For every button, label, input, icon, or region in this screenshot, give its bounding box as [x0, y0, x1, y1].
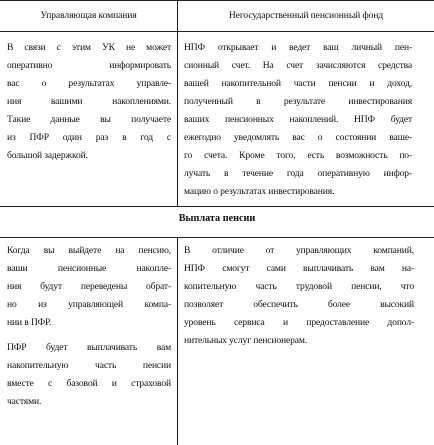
text-line: ния будут переведены обрат-: [7, 281, 171, 292]
text-line: вместе с базовой и страховой: [7, 378, 171, 389]
section-title-pension-payment: Выплата пенсии: [178, 213, 256, 224]
text-line: В связи с этим УК не может: [7, 42, 171, 53]
text-line: позволяет обеспечить более высокий: [184, 299, 414, 310]
table-rule-section-bottom: [0, 237, 434, 238]
header-management-company: Управляющая компания: [40, 10, 137, 21]
text-line: полученный в результате инвестирования: [184, 96, 412, 107]
column-divider-bottom: [177, 237, 178, 445]
table-rule-header: [0, 31, 434, 32]
text-line: вашей накопительной части пенсии и доход,: [184, 78, 412, 89]
text-line: ваши пенсионные накопле-: [7, 263, 171, 274]
text-line: вас о результатах управле-: [7, 78, 171, 89]
text-line: ния вашими накоплениями.: [7, 96, 171, 107]
text-line: лучать в течение года оперативную инфор-: [184, 168, 412, 179]
text-line: из ПФР один раз в год с: [7, 132, 171, 143]
text-line: ваших пенсионных накоплений. НПФ будет: [184, 114, 412, 125]
text-line: Когда вы выйдете на пенсию,: [7, 245, 171, 256]
text-line: нии в ПФР.: [7, 317, 52, 328]
text-line: накопительную часть пенсии: [7, 360, 171, 371]
text-line: частями.: [7, 396, 42, 407]
text-line: большой задержкой.: [7, 150, 88, 161]
text-line: уровень сервиса и предоставление допол-: [184, 317, 414, 328]
text-line: ПФР будет выплачивать вам: [7, 342, 171, 353]
text-line: НПФ открывает и ведет ваш личный пен-: [184, 42, 412, 53]
text-line: НПФ смогут сами выплачивать вам на-: [184, 263, 414, 274]
column-divider-top: [177, 0, 178, 206]
text-line: мацию о результатах инвестирования.: [184, 186, 335, 197]
text-line: ежегодно уведомлять вас о состоянии ваше-: [184, 132, 412, 143]
table-rule-section-top: [0, 206, 434, 207]
text-line: нительных услуг пенсионерам.: [184, 335, 308, 346]
text-line: копительную часть трудовой пенсии, что: [184, 281, 414, 292]
text-line: сионный счет. На счет зачисляются средства: [184, 60, 412, 71]
text-line: В отличие от управляющих компаний,: [184, 245, 414, 256]
text-line: оперативно информировать: [7, 60, 171, 71]
text-line: но из управляющей компа-: [7, 299, 171, 310]
text-line: Такие данные вы получаете: [7, 114, 171, 125]
header-pension-fund: Негосударственный пенсионный фонд: [228, 10, 384, 21]
table-rule-top: [0, 0, 434, 1]
text-line: го счета. Кроме того, есть возможность по-: [184, 150, 412, 161]
